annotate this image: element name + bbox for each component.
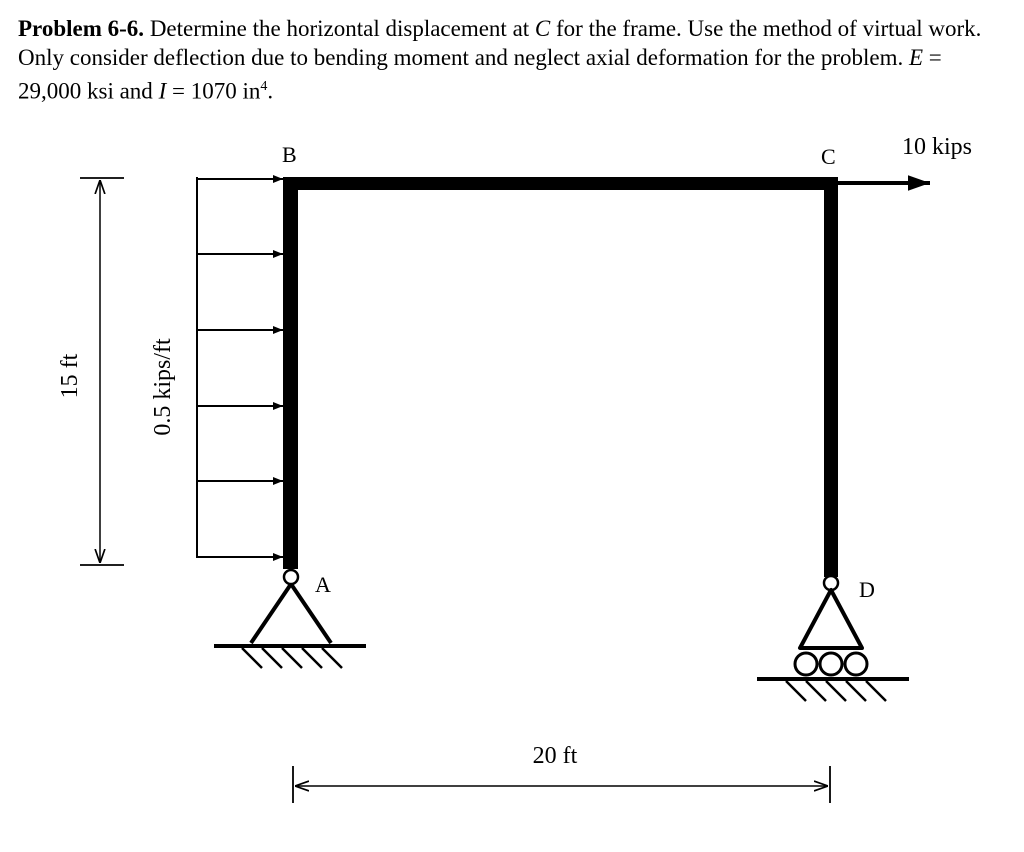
node-label-a: A (315, 572, 331, 597)
height-dimension-label: 15 ft (57, 353, 83, 399)
column-cd (824, 177, 838, 577)
problem-text-2: for the frame. Use the method of virtual work. Only consider deflection due to bending moment and neglect axial deformation for the problem. (18, 16, 982, 70)
roller-support-d (757, 576, 909, 701)
distributed-load (197, 177, 283, 558)
column-ab (283, 177, 298, 569)
node-label-d: D (859, 577, 875, 602)
node-label-b: B (282, 142, 297, 167)
problem-end: . (267, 78, 274, 104)
pin-support-a (214, 570, 366, 668)
point-c-ref: C (534, 16, 551, 41)
problem-text-1: Determine the horizontal displacement at (149, 16, 535, 41)
e-value: = 29,000 ksi and (18, 45, 942, 104)
i-value: = 1070 in (166, 78, 261, 104)
node-label-c: C (821, 144, 836, 169)
i-symbol: I (158, 78, 167, 104)
i-exponent: 4 (260, 79, 268, 94)
span-dimension-label: 20 ft (532, 743, 578, 769)
point-load-label: 10 kips (902, 134, 973, 160)
height-dimension (80, 178, 124, 565)
frame (283, 177, 838, 577)
distributed-load-label: 0.5 kips/ft (150, 338, 176, 436)
span-dimension (293, 766, 830, 803)
beam-bc (283, 177, 838, 190)
e-symbol: E (908, 45, 924, 70)
problem-label: Problem 6-6. (18, 16, 145, 41)
